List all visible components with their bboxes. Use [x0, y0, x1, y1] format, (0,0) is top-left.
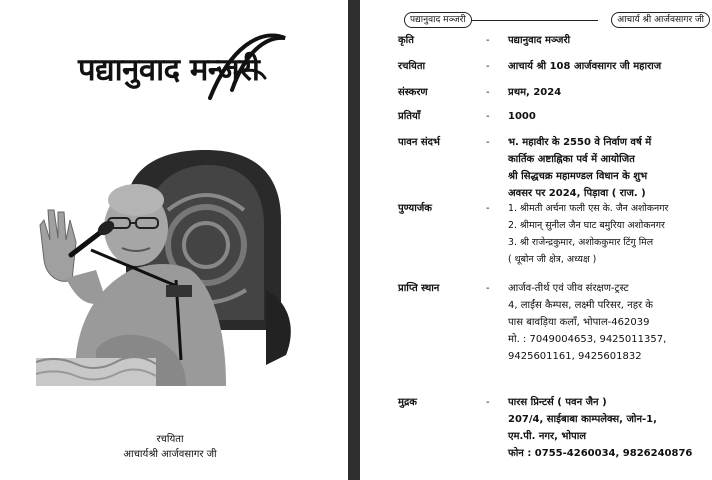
author-portrait [36, 150, 306, 386]
row-value-line: पद्यानुवाद मञ्जरी [508, 35, 571, 46]
row-label: कृति [398, 35, 414, 46]
row-value-line: मो. : 7049004653, 9425011357, [508, 334, 667, 345]
cover-page [0, 0, 348, 480]
row-value-line: 2. श्रीमान् सुनील जैन घाट बमुरिया अशोकनगर [508, 220, 665, 231]
row-dash: - [486, 203, 490, 214]
header-book-title: पद्यानुवाद मञ्जरी [404, 12, 472, 28]
row-value-line: कार्तिक अष्टाह्निका पर्व में आयोजित [508, 154, 635, 165]
row-value-line: 3. श्री राजेन्द्रकुमार, अशोककुमार टिंगु मिल [508, 237, 654, 248]
row-value-line: पास बावड़िया कलाँ, भोपाल-462039 [508, 317, 650, 328]
row-dash: - [486, 283, 490, 294]
row-dash: - [486, 397, 490, 408]
book-spine [348, 0, 360, 480]
row-value-line: आचार्य श्री 108 आर्जवसागर जी महाराज [508, 61, 662, 72]
row-label: रचयिता [398, 61, 426, 72]
row-value-line: फोन : 0755-4260034, 9826240876 [508, 448, 693, 459]
header-author: आचार्य श्री आर्जवसागर जी [611, 12, 710, 28]
row-value-line: एम.पी. नगर, भोपाल [508, 431, 587, 442]
author-label: रचयिता [156, 434, 184, 445]
row-label: संस्करण [398, 87, 428, 98]
header-rule [470, 20, 598, 21]
row-value-line: 1. श्रीमती अर्चना फली एस के. जैन अशोकनगर [508, 203, 669, 214]
row-value-line: पारस प्रिन्टर्स ( पवन जैन ) [508, 397, 607, 408]
row-value-line: 4, लाईंस कैम्पस, लक्ष्मी परिसर, नहर के [508, 300, 653, 311]
author-credit [0, 432, 340, 462]
row-dash: - [486, 111, 490, 122]
book-title: पद्यानुवाद मन्जरी [78, 52, 260, 88]
row-value-line: 207/4, साईबाबा काम्पलेक्स, जोन-1, [508, 414, 657, 425]
row-label: मुद्रक [398, 397, 417, 408]
row-label: पुण्यार्जक [398, 203, 432, 214]
running-header [404, 12, 710, 30]
row-label: पावन संदर्भ [398, 137, 440, 148]
row-label: प्राप्ति स्थान [398, 283, 440, 294]
row-value-line: 1000 [508, 111, 536, 122]
row-dash: - [486, 61, 490, 72]
row-value-line: ( थूबोन जी क्षेत्र, अध्यक्ष ) [508, 254, 597, 265]
row-value-line: अवसर पर 2024, पिड़ावा ( राज. ) [508, 188, 646, 199]
row-dash: - [486, 35, 490, 46]
row-value-line: श्री सिद्धचक्र महामण्डल विधान के शुभ [508, 171, 648, 182]
row-value-line: 9425601161, 9425601832 [508, 351, 642, 362]
author-name: आचार्यश्री आर्जवसागर जी [123, 449, 217, 460]
row-dash: - [486, 87, 490, 98]
imprint-page [360, 0, 712, 480]
row-value-line: आर्जव-तीर्थ एवं जीव संरक्षण-ट्रस्ट [508, 283, 629, 294]
row-value-line: प्रथम, 2024 [508, 87, 562, 98]
row-dash: - [486, 137, 490, 148]
row-label: प्रतियाँ [398, 111, 421, 122]
row-value-line: भ. महावीर के 2550 वे निर्वाण वर्ष में [508, 137, 652, 148]
